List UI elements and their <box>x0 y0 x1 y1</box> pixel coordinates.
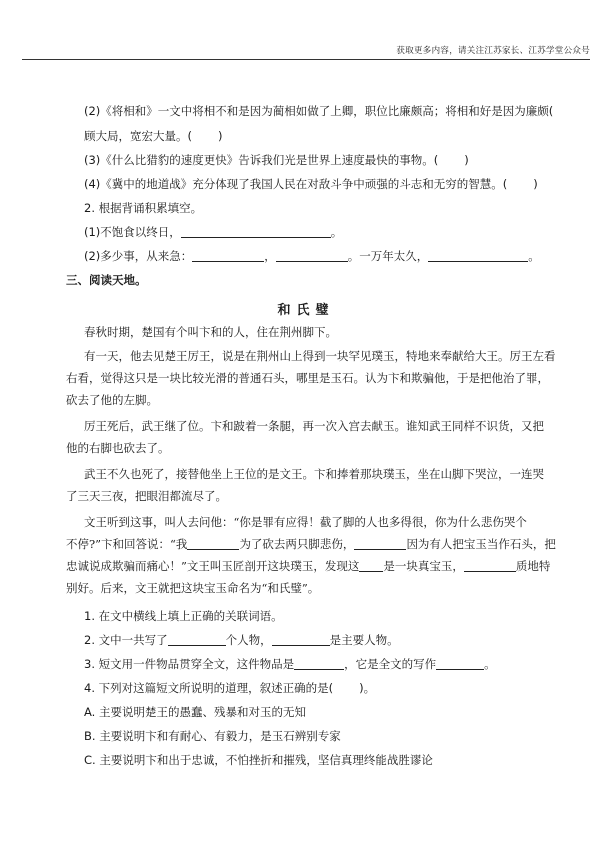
task-3 <box>84 656 572 672</box>
header-note: 获取更多内容，请关注江苏家长、江苏学堂公众号 <box>396 46 590 56</box>
close-paren-3: ) <box>464 153 469 167</box>
p5-line3-text-b: 是一块真宝玉， <box>383 559 464 573</box>
recite-heading: 2. 根据背诵积累填空。 <box>84 201 203 215</box>
recite-2-blank-3[interactable] <box>428 249 528 262</box>
task-3-text-b: ，它是全文的写作 <box>344 657 437 671</box>
connective-blank-2[interactable] <box>354 537 406 550</box>
close-paren-4: ) <box>533 177 538 191</box>
task-3-blank-clue[interactable] <box>436 657 484 670</box>
recite-1-blank[interactable] <box>181 225 331 238</box>
task-2-text-a: 2. 文中一共写了 <box>84 633 168 647</box>
p5-line3-text-c: 质地特 <box>515 559 551 573</box>
recite-2-text-a: (2)多少事，从来急： <box>84 249 193 263</box>
passage-paragraph-1: 春秋时期，楚国有个叫卞和的人，住在荆州脚下。 <box>84 325 337 339</box>
recite-1-period: 。 <box>330 225 343 239</box>
close-paren-2: ) <box>218 129 223 143</box>
task-3-blank-object[interactable] <box>294 657 344 670</box>
recite-item-2 <box>84 248 572 264</box>
task-2 <box>84 632 572 648</box>
p5-line2-text-b: 为了砍去两只脚悲伤， <box>239 537 355 551</box>
option-a[interactable]: A. 主要说明楚王的愚蠢、残暴和对玉的无知 <box>84 705 306 719</box>
question-3-text: (3)《什么比猎豹的速度更快》告诉我们光是世界上速度最快的事物。( <box>84 153 439 167</box>
passage-p5-line-1: 文王听到这事，叫人去问他：“你是罪有应得！截了脚的人也多得很，你为什么悲伤哭个 <box>84 515 527 529</box>
p5-line3-text-a: 忠诚说成欺骗而痛心！”文王叫玉匠剖开这块璞玉，发现这 <box>66 559 360 573</box>
passage-p3-line-2: 他的右脚也砍去了。 <box>66 441 170 455</box>
recite-2-period: 。 <box>528 249 540 263</box>
task-2-blank-count[interactable] <box>168 633 226 646</box>
p5-line2-text-c: 因为有人把宝玉当作石头，把 <box>406 537 556 551</box>
connective-blank-3[interactable] <box>359 559 383 572</box>
passage-p3-line-1: 厉王死后，武王继了位。卞和跛着一条腿，再一次入宫去献玉。谁知武王同样不识货，又把 <box>84 419 544 433</box>
recite-2-blank-1[interactable] <box>192 249 264 262</box>
question-3 <box>84 152 572 168</box>
task-1: 1. 在文中横线上填上正确的关联词语。 <box>84 609 283 623</box>
passage-p2-line-3: 砍去了他的左脚。 <box>66 393 158 407</box>
question-2-cont-text: 顾大局，宽宏大量。( <box>84 129 192 143</box>
header-divider <box>22 59 590 60</box>
question-2-continued <box>84 128 572 144</box>
passage-title: 和氏璧 <box>277 303 335 318</box>
passage-p5-line-3 <box>66 558 572 574</box>
passage-p5-line-4: 别好。后来，文王就把这块宝玉命名为“和氏璧”。 <box>66 581 320 595</box>
passage-p2-line-2: 右看，觉得这只是一块比较光滑的普通石头，哪里是玉石。认为卞和欺骗他，于是把他治了罪， <box>66 371 549 385</box>
question-2 <box>84 103 572 119</box>
question-4-text: (4)《冀中的地道战》充分体现了我国人民在对敌斗争中顽强的斗志和无穷的智慧。( <box>84 177 508 191</box>
task-4-text: 4. 下列对这篇短文所说明的道理，叙述正确的是( <box>84 681 334 695</box>
task-4 <box>84 680 572 696</box>
p5-line2-text-a: 不停?”卞和回答说：“我 <box>66 537 188 551</box>
option-b[interactable]: B. 主要说明卞和有耐心、有毅力，是玉石辨别专家 <box>84 729 341 743</box>
passage-p5-line-2 <box>66 536 572 552</box>
passage-p2-line-1: 有一天，他去见楚王厉王，说是在荆州山上得到一块罕见璞玉，特地来奉献给大王。厉王左看 <box>84 349 556 363</box>
recite-2-comma: ， <box>264 249 276 263</box>
connective-blank-4[interactable] <box>464 559 516 572</box>
task-2-blank-main[interactable] <box>272 633 330 646</box>
task-3-text-c: 。 <box>484 657 496 671</box>
recite-2-text-b: 。一万年太久， <box>347 249 429 263</box>
task-4-end: )。 <box>359 681 376 695</box>
passage-p4-line-1: 武王不久也死了，接替他坐上王位的是文王。卞和捧着那块璞玉，坐在山脚下哭泣，一连哭 <box>84 467 544 481</box>
passage-p4-line-2: 了三天三夜，把眼泪都流尽了。 <box>66 489 227 503</box>
recite-item-1 <box>84 224 572 240</box>
connective-blank-1[interactable] <box>187 537 239 550</box>
question-2-text: (2)《将相和》一文中将相不和是因为蔺相如做了上卿，职位比廉颇高；将相和好是因为廉颇( <box>84 104 554 118</box>
section-heading: 三、阅读天地。 <box>66 273 147 287</box>
task-3-text-a: 3. 短文用一件物品贯穿全文，这件物品是 <box>84 657 295 671</box>
task-2-text-b: 个人物， <box>225 633 272 647</box>
option-c[interactable]: C. 主要说明卞和出于忠诚，不怕挫折和摧残，坚信真理终能战胜谬论 <box>84 753 433 767</box>
recite-1-text: (1)不饱食以终日， <box>84 225 181 239</box>
recite-2-blank-2[interactable] <box>276 249 348 262</box>
question-4 <box>84 176 572 192</box>
task-2-text-c: 是主要人物。 <box>329 633 399 647</box>
